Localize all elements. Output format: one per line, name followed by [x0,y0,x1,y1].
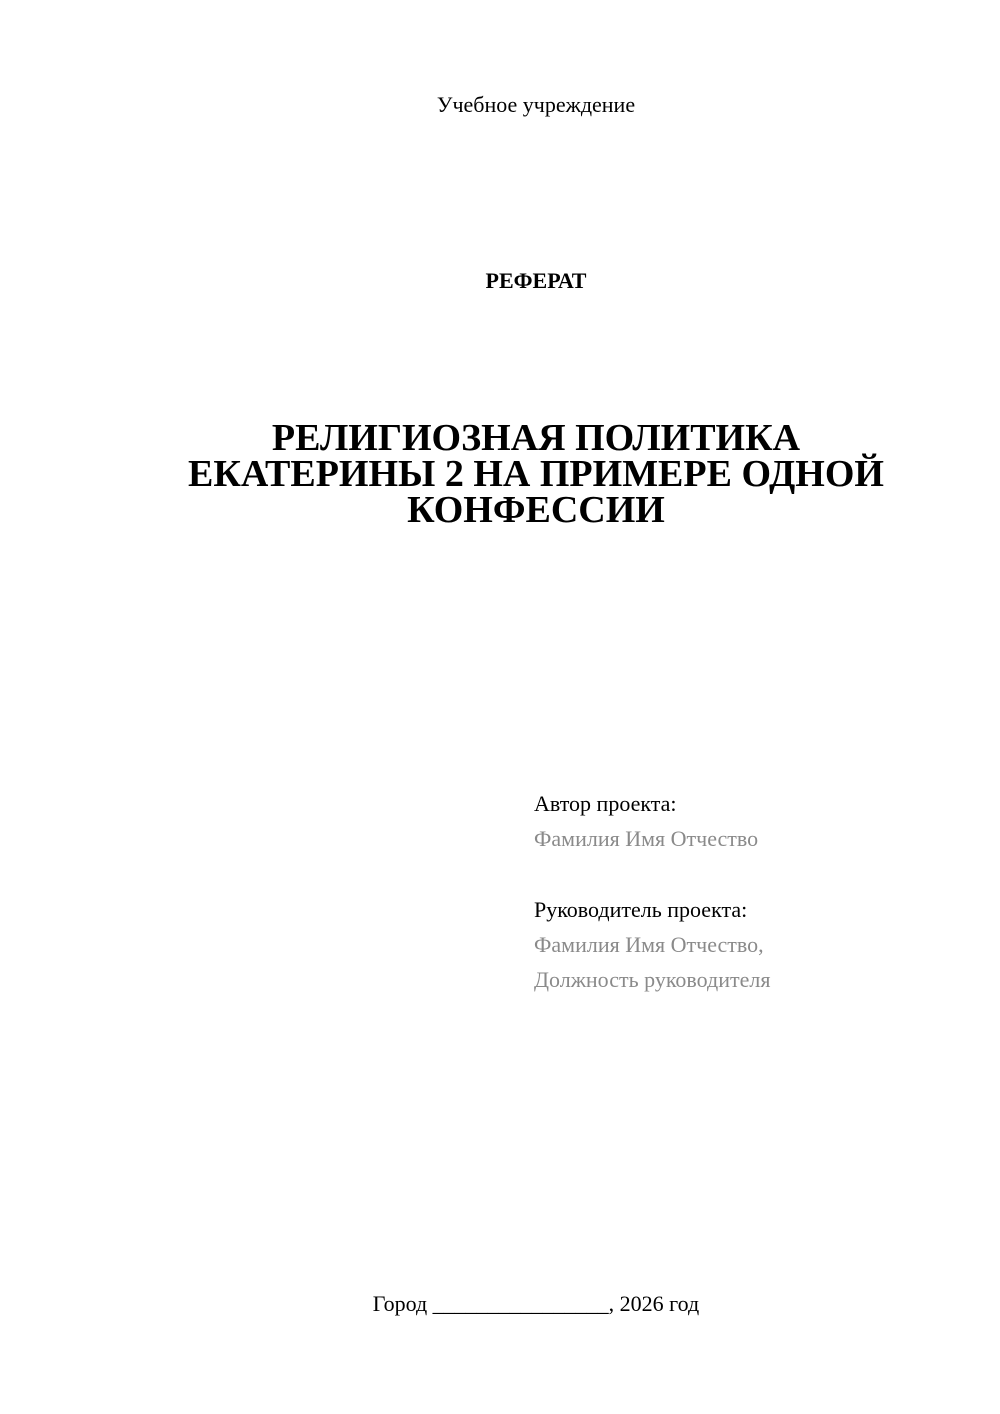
title-line-1: РЕЛИГИОЗНАЯ ПОЛИТИКА [271,417,801,459]
author-label: Автор проекта: [534,791,677,816]
supervisor-name: Фамилия Имя Отчество, [534,932,764,957]
supervisor-position: Должность руководителя [534,967,771,992]
title-line-2: ЕКАТЕРИНЫ 2 НА ПРИМЕРЕ ОДНОЙ [188,453,884,495]
city-year-line: Город ________________, 2026 год [372,1291,700,1316]
project-info [534,786,770,997]
info-spacer [534,856,770,892]
author-name: Фамилия Имя Отчество [534,826,759,851]
supervisor-label: Руководитель проекта: [534,897,748,922]
institution-name: Учебное учреждение [436,92,636,117]
document-type: РЕФЕРАТ [485,268,587,293]
title-line-3: КОНФЕССИИ [407,489,665,531]
document-title [0,417,1000,531]
